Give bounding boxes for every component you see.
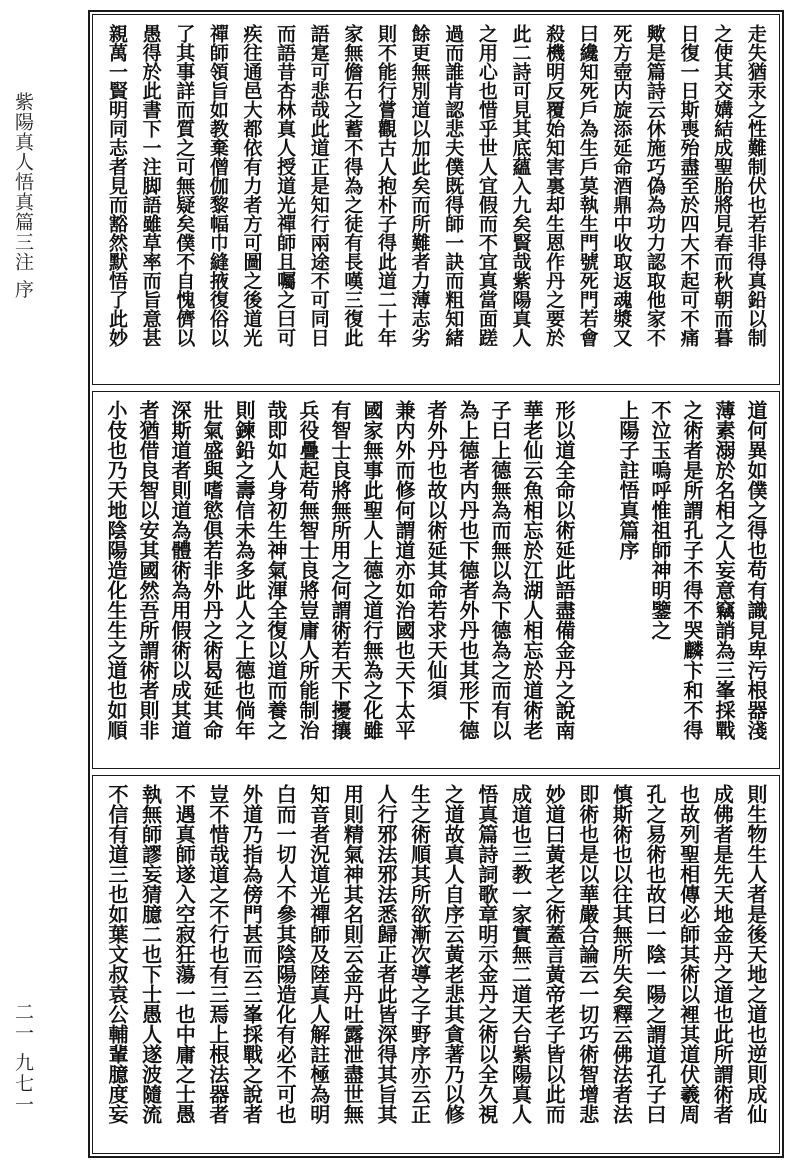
text-column: 悟真篇詩詞歌章明示金丹之術以全久視 (474, 784, 499, 1124)
text-column: 慎斯術也以往其無所失矣釋云佛法者法 (609, 784, 634, 1124)
text-column: 則生物生人者是後天地之道也逆則成仙 (743, 784, 768, 1124)
text-column: 道何異如僕之得也苟有識見卑污根器淺 (744, 400, 768, 740)
text-column: 成佛者是先天地金丹之道也此所謂術者 (710, 784, 735, 1124)
text-column: 之用心也惜乎世人宜假而不宜真當面蹉 (475, 24, 498, 347)
text-column: 子曰上德無為而無以為下德為之而有以 (488, 400, 512, 740)
text-column: 知音者況道光禪師及陸真人解註極為明 (306, 784, 331, 1124)
text-column: 此二詩可見其底蘊入九矣賢哉紫陽真人 (509, 24, 532, 347)
panel-divider-upper (92, 384, 780, 392)
text-column: 歟是篇詩云休施巧偽為功力認取他家不 (644, 24, 666, 347)
text-column: 孔之易術也故曰一陰一陽之謂道孔子曰 (643, 784, 667, 1124)
text-column: 日復一日斯喪殆盡至於四大不起可不痛 (677, 24, 700, 347)
text-column: 壯氣盛與嗜慾俱若非外丹之術曷延其命 (200, 400, 224, 740)
text-column: 華老仙云魚相忘於江湖人相忘於道術老 (520, 400, 544, 740)
text-panel-upper (96, 24, 776, 380)
text-column: 執無師謬妄猜臆二也下士愚人遂波隨流 (138, 784, 163, 1124)
text-column: 曰纔知死戶為生戶莫執生門號死門若會 (576, 24, 599, 347)
text-column: 愚得於此書下一注脚語雖草率而旨意甚 (139, 24, 162, 347)
text-panel-middle (96, 400, 776, 762)
text-column: 親萬一賢明同志者見而豁然默悟了此妙 (106, 24, 128, 347)
text-column: 深斯道者則道為體術為用假術以成其道 (168, 400, 192, 740)
text-column: 禪師領旨如教棄僧伽黎幅巾縫掖復俗以 (206, 24, 229, 347)
text-column: 不泣玉嗚呼惟祖師神明鑒之 (648, 400, 672, 640)
text-column: 兵役疊起苟無智士良將豈庸人所能制治 (296, 400, 320, 740)
text-column: 殺機明反覆始知害裏却生恩作丹之要於 (543, 24, 566, 347)
text-column: 則不能行嘗觀古人抱朴子得此道二十年 (375, 24, 397, 347)
text-column: 不信有道三也如葉文叔袁公輔輩臆度妄 (105, 784, 129, 1124)
text-column: 走失猶汞之性難制伏也若非得真鉛以制 (744, 24, 767, 347)
text-column: 哉即如人身初生神氣渾全復以道而養之 (264, 400, 288, 740)
text-column: 則鍊鉛之壽信未為多此人之上德也倘年 (232, 400, 256, 740)
text-column: 有智士良將無所用之何謂術若天下擾攘 (328, 400, 352, 740)
margin-page-number: 二一 九七一 (12, 1002, 34, 1116)
text-column: 薄素溺於名相之人妄意竊誚為三峯採戰 (712, 400, 736, 740)
text-column: 之術者是所謂孔子不得不哭麟卞和不得 (680, 400, 704, 740)
text-column: 人行邪法邪法悉歸正者此皆深得其旨其 (374, 784, 398, 1124)
text-column: 形以道全命以術延此語盡備金丹之說南 (552, 400, 576, 740)
text-column: 成道也三教一家實無二道天台紫陽真人 (508, 784, 533, 1124)
text-panel-lower (96, 784, 776, 1146)
text-column: 國家無事此聖人上德之道行無為之化雖 (360, 400, 384, 740)
text-column: 者猶借良智以安其國然吾所謂術者則非 (136, 400, 160, 740)
text-column: 之道故真人自序云黃老悲其貪著乃以修 (441, 784, 466, 1124)
text-column (580, 400, 612, 762)
panel-divider-lower (92, 768, 780, 776)
text-column: 用則精氣神其名則云金丹吐露泄盡世無 (340, 784, 365, 1124)
text-column: 小伎也乃天地陰陽造化生生之道也如順 (104, 400, 128, 740)
text-column: 了其事詳而質之可無疑矣僕不自愧儕以 (173, 24, 196, 347)
text-column: 白而一切人不參其陰陽造化有必不可也 (273, 784, 298, 1124)
text-column: 兼内外而修何謂道亦如治國也天下太平 (392, 400, 416, 740)
text-column: 外道乃指為傍門甚而云三峯採戰之說者 (239, 784, 264, 1124)
text-column: 為上德者内丹也下德者外丹也其形下德 (456, 400, 480, 740)
text-column: 上陽子註悟真篇序 (616, 400, 640, 560)
text-column: 而語昔杏林真人授道光禪師且囑之曰可 (274, 24, 297, 347)
text-column: 餘更無別道以加此矣而所難者力薄志劣 (408, 24, 431, 347)
text-column: 即術也是以華嚴合論云一切巧術智增悲 (575, 784, 600, 1124)
text-column: 家無儋石之蓄不得為之徒有長嘆三復此 (341, 24, 364, 347)
margin-title: 紫陽真人悟真篇三注 序 (12, 92, 34, 300)
text-column: 過而誰肯認悲夫僕既得師一訣而粗知緒 (442, 24, 465, 347)
text-column: 生之術順其所欲漸次導之子野序亦云正 (407, 784, 432, 1124)
text-column: 也故列聖相傳必師其術以裡其道伏羲周 (676, 784, 701, 1124)
text-column: 死方壺内旋添延命酒鼎中收取返魂漿又 (610, 24, 633, 347)
text-column: 者外丹也故以術延其命若求天仙須 (424, 400, 448, 700)
text-column: 豈不惜哉道之不行也有三焉上根法器者 (205, 784, 230, 1124)
text-column: 之使其交媾結成聖胎將見春而秋朝而暮 (711, 24, 734, 347)
text-column: 疾往通邑大都依有力者方可圖之後道光 (240, 24, 263, 347)
text-column: 不遇真師遂入空寂狂蕩一也中庸之士愚 (172, 784, 197, 1124)
text-column: 妙道曰黃老之術蓋言黃帝老子皆以此而 (542, 784, 567, 1124)
text-column: 語寔可悲哉此道正是知行兩途不可同日 (307, 24, 330, 347)
